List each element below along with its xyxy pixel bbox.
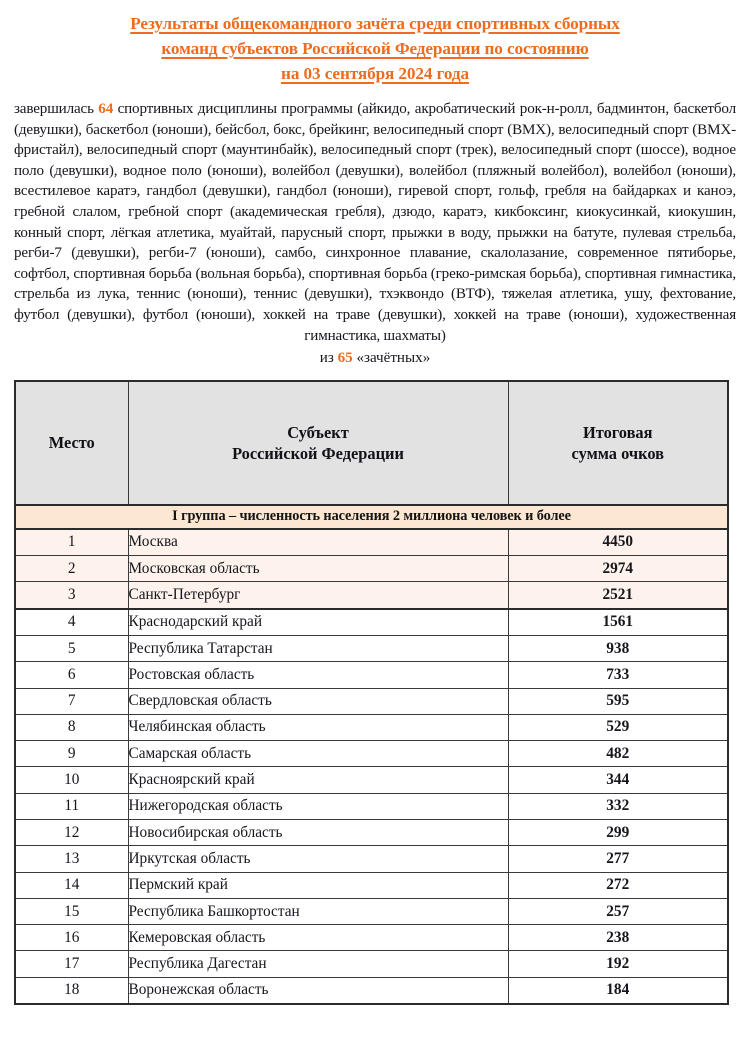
table-row (15, 898, 728, 924)
table-body (15, 505, 728, 1004)
column-header-region-line2: Российской Федерации (232, 443, 404, 463)
cell-region: Республика Дагестан (128, 951, 508, 977)
cell-points: 332 (508, 793, 728, 819)
cell-points: 299 (508, 819, 728, 845)
table-row (15, 582, 728, 609)
column-header-points (508, 381, 728, 505)
cell-points: 4450 (508, 529, 728, 556)
column-header-points-line1: Итоговая (582, 422, 653, 442)
intro-prefix: завершилась (14, 101, 99, 117)
cell-points: 277 (508, 846, 728, 872)
table-row (15, 951, 728, 977)
table-row (15, 872, 728, 898)
table-row (15, 819, 728, 845)
cell-points: 272 (508, 872, 728, 898)
table-row (15, 529, 728, 556)
table-row (15, 714, 728, 740)
cell-region: Нижегородская область (128, 793, 508, 819)
eligible-suffix: «зачётных» (352, 350, 431, 367)
eligible-count: 65 (337, 350, 353, 367)
cell-points: 192 (508, 951, 728, 977)
cell-region: Ростовская область (128, 662, 508, 688)
cell-region: Санкт-Петербург (128, 582, 508, 609)
cell-points: 257 (508, 898, 728, 924)
discipline-count: 64 (98, 101, 114, 117)
column-header-place: Место (15, 381, 128, 505)
standings-table (14, 380, 729, 1005)
cell-points: 733 (508, 662, 728, 688)
cell-points: 482 (508, 741, 728, 767)
table-row (15, 846, 728, 872)
table-header (15, 381, 728, 505)
cell-points: 344 (508, 767, 728, 793)
cell-place: 17 (15, 951, 128, 977)
table-row (15, 925, 728, 951)
table-row (15, 609, 728, 636)
cell-region: Красноярский край (128, 767, 508, 793)
cell-points: 2974 (508, 556, 728, 582)
table-row (15, 977, 728, 1004)
table-row (15, 635, 728, 661)
table-header-row (15, 381, 728, 505)
cell-place: 4 (15, 609, 128, 636)
table-row (15, 741, 728, 767)
cell-place: 3 (15, 582, 128, 609)
cell-place: 18 (15, 977, 128, 1004)
cell-points: 184 (508, 977, 728, 1004)
cell-place: 2 (15, 556, 128, 582)
cell-region: Республика Татарстан (128, 635, 508, 661)
cell-place: 7 (15, 688, 128, 714)
cell-place: 16 (15, 925, 128, 951)
cell-region: Краснодарский край (128, 609, 508, 636)
cell-place: 10 (15, 767, 128, 793)
cell-points: 2521 (508, 582, 728, 609)
cell-place: 15 (15, 898, 128, 924)
cell-place: 1 (15, 529, 128, 556)
cell-points: 595 (508, 688, 728, 714)
cell-place: 5 (15, 635, 128, 661)
table-row (15, 793, 728, 819)
group-header-row (15, 505, 728, 529)
column-header-region-line1: Субъект (287, 422, 349, 442)
table-row (15, 556, 728, 582)
standings-table-wrapper (14, 369, 736, 1005)
cell-place: 14 (15, 872, 128, 898)
cell-region: Республика Башкортостан (128, 898, 508, 924)
cell-region: Самарская область (128, 741, 508, 767)
cell-place: 8 (15, 714, 128, 740)
cell-region: Иркутская область (128, 846, 508, 872)
page-title-line-2: команд субъектов Российской Федерации по состоянию (161, 39, 589, 58)
cell-points: 238 (508, 925, 728, 951)
cell-region: Пермский край (128, 872, 508, 898)
group-header-label: I группа – численность населения 2 миллиона человек и более (15, 505, 728, 529)
table-row (15, 767, 728, 793)
page-title (14, 0, 736, 86)
intro-paragraph (14, 86, 736, 346)
table-row (15, 688, 728, 714)
column-header-region (128, 381, 508, 505)
cell-place: 13 (15, 846, 128, 872)
cell-region: Московская область (128, 556, 508, 582)
cell-place: 12 (15, 819, 128, 845)
page-title-line-3: на 03 сентября 2024 года (281, 64, 469, 83)
intro-disciplines-text: спортивных дисциплины программы (айкидо, акробатический рок-н-ролл, бадминтон, баскетбол (девушки), баскетбол (юноши), бейсбол, бокс, брейкинг, велосипедный спорт (ВМХ), велосипедный спорт (ВМХ-фристайл), велосипедный спорт (маунтинбайк), велосипедный спорт (трек), велосипедный спорт (шоссе), водное поло (девушки), водное поло (юноши), волейбол (девушки), волейбол (пляжный волейбол), волейбол (юноши), всестилевое каратэ, гандбол (девушки), гандбол (юноши), гиревой спорт, гольф, гребля на байдарках и каноэ, гребной слалом, гребной спорт (академическая гребля), дзюдо, каратэ, кикбоксинг, киокусинкай, киокушин, конный спорт, лёгкая атлетика, муайтай, парусный спорт, прыжки в воду, прыжки на батуте, пулевая стрельба, регби-7 (девушки), регби-7 (юноши), самбо, синхронное плавание, скалолазание, современное пятиборье, софтбол, спортивная борьба (вольная борьба), спортивная борьба (греко-римская борьба), спортивная гимнастика, стрельба из лука, теннис (юноши), теннис (девушки), тхэквондо (ВТФ), тяжелая атлетика, ушу, фехтование, футбол (девушки), футбол (юноши), хоккей на траве (девушки), хоккей на траве (юноши), художественная гимнастика, шахматы) (14, 101, 736, 344)
column-header-points-line2: сумма очков (571, 443, 664, 463)
cell-points: 529 (508, 714, 728, 740)
cell-region: Москва (128, 529, 508, 556)
cell-region: Воронежская область (128, 977, 508, 1004)
cell-place: 9 (15, 741, 128, 767)
cell-region: Свердловская область (128, 688, 508, 714)
table-row (15, 662, 728, 688)
eligible-line (14, 346, 736, 369)
eligible-prefix: из (319, 350, 338, 367)
cell-place: 6 (15, 662, 128, 688)
cell-region: Кемеровская область (128, 925, 508, 951)
page-title-line-1: Результаты общекомандного зачёта среди спортивных сборных (130, 14, 620, 33)
cell-points: 1561 (508, 609, 728, 636)
cell-points: 938 (508, 635, 728, 661)
cell-region: Челябинская область (128, 714, 508, 740)
cell-region: Новосибирская область (128, 819, 508, 845)
cell-place: 11 (15, 793, 128, 819)
